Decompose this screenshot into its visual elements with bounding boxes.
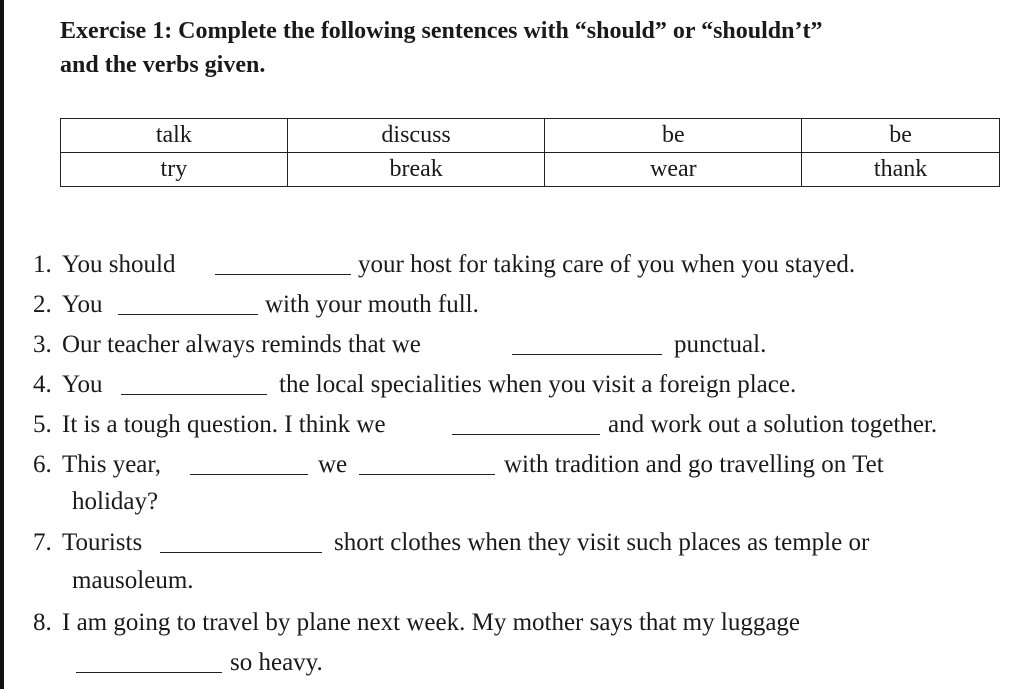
sentence-number: 4. (33, 371, 52, 398)
answer-blank-4[interactable] (121, 394, 267, 395)
verb-cell: be (802, 119, 1000, 153)
verb-table (60, 118, 1000, 187)
sentence-text: holiday? (72, 488, 159, 515)
verb-cell: try (61, 153, 288, 187)
sentence-number: 8. (33, 609, 52, 636)
verb-table-row (61, 119, 1000, 153)
verb-cell: wear (545, 153, 802, 187)
answer-blank-2[interactable] (118, 314, 258, 315)
sentence-text: with tradition and go travelling on Tet (504, 451, 884, 478)
sentence-text: mausoleum. (72, 567, 194, 594)
sentence-text: Tourists (62, 529, 143, 556)
exercise-heading (60, 14, 1010, 82)
sentence-text: so heavy. (230, 649, 323, 676)
page-left-edge (0, 0, 4, 689)
answer-blank-7[interactable] (160, 552, 322, 553)
verb-cell: talk (61, 119, 288, 153)
sentence-text: You (62, 291, 103, 318)
answer-blank-1[interactable] (215, 274, 351, 275)
sentence-number: 6. (33, 451, 52, 478)
sentence-text: Our teacher always reminds that we (62, 331, 421, 358)
sentence-text: the local specialities when you visit a foreign place. (279, 371, 797, 398)
sentence-text: This year, (62, 451, 161, 478)
verb-table-row (61, 153, 1000, 187)
sentence-text: It is a tough question. I think we (62, 411, 386, 438)
sentence-text: your host for taking care of you when you stayed. (358, 251, 856, 278)
sentence-number: 2. (33, 291, 52, 318)
sentence-number: 7. (33, 529, 52, 556)
verb-cell: thank (802, 153, 1000, 187)
sentence-text: short clothes when they visit such places as temple or (334, 529, 870, 556)
answer-blank-6b[interactable] (359, 474, 495, 475)
exercise-heading-line-2: and the verbs given. (60, 52, 266, 78)
verb-cell: be (545, 119, 802, 153)
verb-cell: break (287, 153, 545, 187)
sentence-text: You (62, 371, 103, 398)
sentence-text: You should (62, 251, 176, 278)
sentence-number: 1. (33, 251, 52, 278)
exercise-heading-line-1: Exercise 1: Complete the following sentences with “should” or “shouldn’t” (60, 18, 823, 44)
sentence-text: we (318, 451, 348, 478)
sentence-text: with your mouth full. (265, 291, 479, 318)
answer-blank-6a[interactable] (190, 474, 308, 475)
answer-blank-3[interactable] (512, 354, 662, 355)
sentence-text: punctual. (674, 331, 767, 358)
answer-blank-5[interactable] (452, 434, 600, 435)
sentence-number: 3. (33, 331, 52, 358)
sentence-text: I am going to travel by plane next week. My mother says that my luggage (62, 609, 801, 636)
answer-blank-8[interactable] (76, 672, 222, 673)
sentence-number: 5. (33, 411, 52, 438)
verb-cell: discuss (287, 119, 545, 153)
sentence-text: and work out a solution together. (608, 411, 938, 438)
